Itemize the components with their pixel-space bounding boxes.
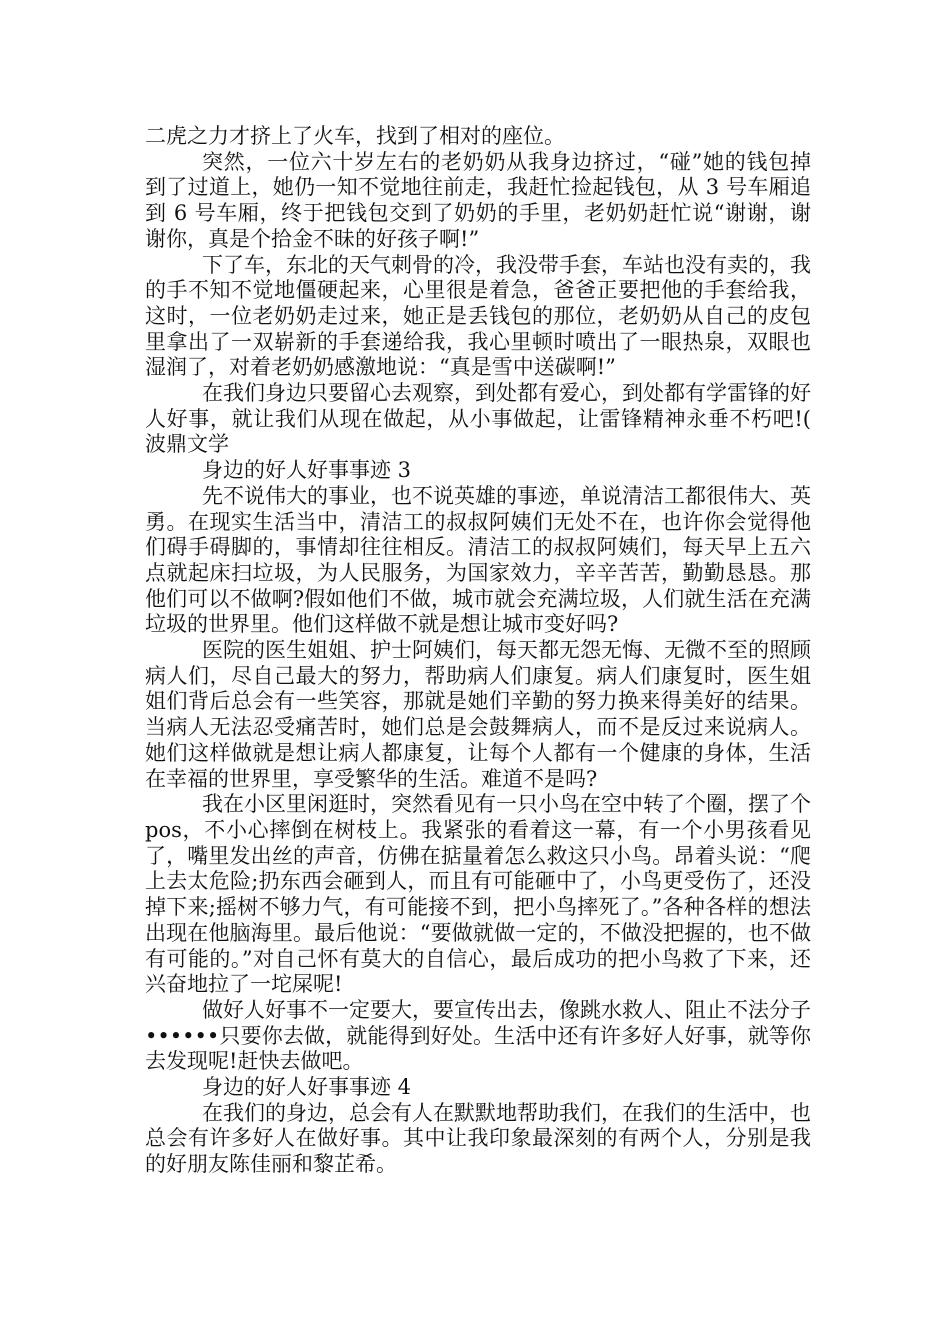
paragraph: 下了车，东北的天气刺骨的冷，我没带手套，车站也没有卖的，我的手不知不觉地僵硬起来，心里很是着急，爸爸正要把他的手套给我，这时，一位老奶奶走过来，她正是丢钱包的那位，老奶奶从自己的皮包里拿出了一双崭新的手套递给我，我心里顿时喷出了一眼热泉，双眼也湿润了，对着老奶奶感激地说：“真是雪中送碳啊!” bbox=[145, 252, 811, 380]
paragraph: 突然，一位六十岁左右的老奶奶从我身边挤过，“碰”她的钱包掉到了过道上，她仍一知不觉地往前走，我赶忙捡起钱包，从 3 号车厢追到 6 号车厢，终于把钱包交到了奶奶的手里，老奶奶赶忙说“谢谢，谢谢你，真是个拾金不昧的好孩子啊!” bbox=[145, 149, 811, 251]
paragraph: 先不说伟大的事业，也不说英雄的事迹，单说清洁工都很伟大、英勇。在现实生活当中，清洁工的叔叔阿姨们无处不在，也许你会觉得他们碍手碍脚的，事情却往往相反。清洁工的叔叔阿姨们，每天早上五六点就起床扫垃圾，为人民服务，为国家效力，辛辛苦苦，勤勤恳恳。那他们可以不做啊?假如他们不做，城市就会充满垃圾，人们就生活在充满垃圾的世界里。他们这样做不就是想让城市变好吗? bbox=[145, 483, 811, 637]
paragraph: 二虎之力才挤上了火车，找到了相对的座位。 bbox=[145, 124, 565, 148]
section-heading: 身边的好人好事事迹 4 bbox=[202, 1075, 412, 1100]
paragraph: 做好人好事不一定要大，要宣传出去，像跳水救人、阻止不法分子••••••只要你去做，就能得到好处。生活中还有许多好人好事，就等你去发现呢!赶快去做吧。 bbox=[145, 997, 811, 1074]
paragraph: 在我们身边只要留心去观察，到处都有爱心，到处都有学雷锋的好人好事，就让我们从现在做起，从小事做起，让雷锋精神永垂不朽吧!( 波鼎文学 bbox=[145, 381, 811, 457]
paragraph: 我在小区里闲逛时，突然看见有一只小鸟在空中转了个圈，摆了个 pos，不小心摔倒在树枝上。我紧张的看着这一幕，有一个小男孩看见了，嘴里发出丝的声音，仿佛在掂量着怎么救这只小鸟。昂着头说：“爬上去太危险;扔东西会砸到人，而且有可能砸中了，小鸟更受伤了，还没掉下来;摇树不够力气，有可能接不到，把小鸟摔死了。”各种各样的想法出现在他脑海里。最后他说：“要做就做一定的，不做没把握的，也不做有可能的。”对自己怀有莫大的自信心，最后成功的把小鸟救了下来，还兴奋地拉了一坨屎呢! bbox=[145, 792, 811, 997]
paragraph: 医院的医生姐姐、护士阿姨们，每天都无怨无悔、无微不至的照顾病人们，尽自己最大的努力，帮助病人们康复。病人们康复时，医生姐姐们背后总会有一些笑容，那就是她们辛勤的努力换来得美好的结果。当病人无法忍受痛苦时，她们总是会鼓舞病人，而不是反过来说病人。她们这样做就是想让病人都康复，让每个人都有一个健康的身体，生活在幸福的世界里，享受繁华的生活。难道不是吗? bbox=[145, 638, 811, 791]
document-page bbox=[145, 124, 811, 1178]
section-heading: 身边的好人好事事迹 3 bbox=[202, 458, 412, 483]
paragraph: 在我们的身边，总会有人在默默地帮助我们，在我们的生活中，也总会有许多好人在做好事。其中让我印象最深刻的有两个人，分别是我的好朋友陈佳丽和黎芷希。 bbox=[145, 1100, 811, 1177]
